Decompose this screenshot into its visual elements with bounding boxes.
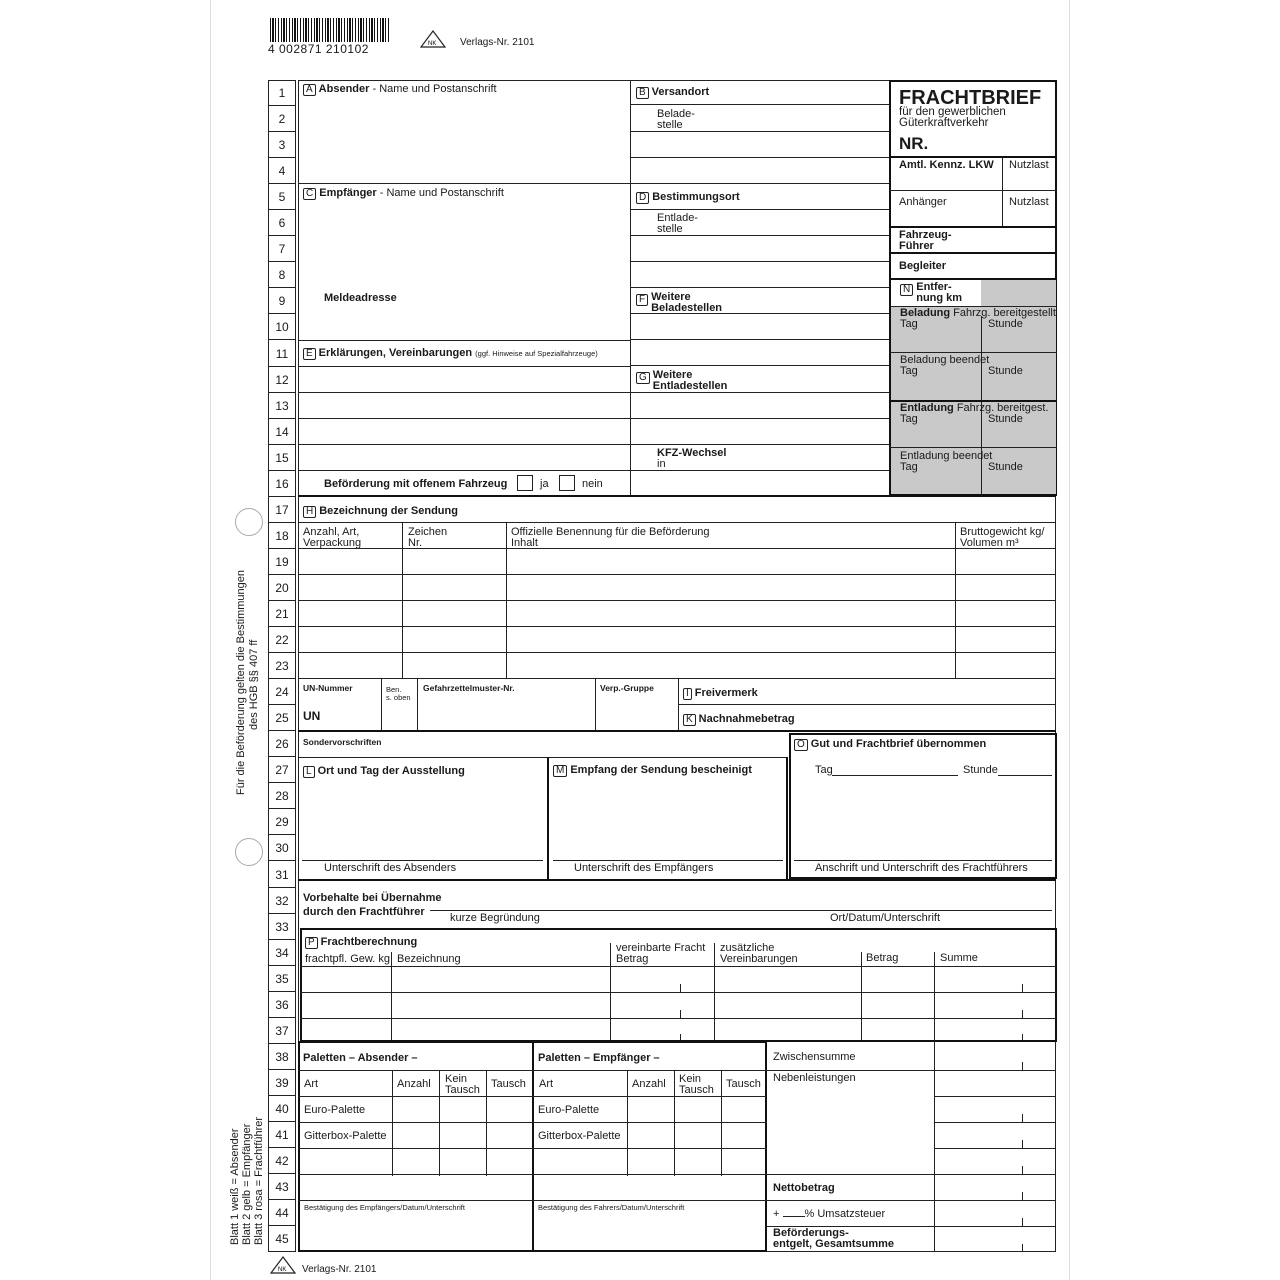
ort-datum-unterschrift-label: Ort/Datum/Unterschrift: [830, 912, 941, 924]
entladung-bereitgestellt-label: Entladung Fahrzg. bereitgest.: [900, 402, 1049, 414]
beladung-bereitgestellt-label: Beladung Fahrzg. bereitgestellt: [900, 307, 1056, 319]
row-number: 2: [268, 106, 296, 132]
pal-emp-gitter: Gitterbox-Palette: [538, 1130, 621, 1142]
footer-publisher-number: Verlags-Nr. 2101: [302, 1264, 377, 1275]
uebernahme-tag-label: Tag: [815, 764, 833, 776]
un-nummer-label: UN-Nummer: [303, 683, 353, 693]
pal-abs-tausch-header: Tausch: [491, 1078, 526, 1090]
zeichen-nr-header: Zeichen Nr.: [408, 526, 448, 549]
gray-time-area: [981, 280, 1056, 306]
kurze-begruendung-label: kurze Begründung: [450, 912, 540, 924]
tag-label-4: Tag: [900, 461, 918, 473]
kennzeichen-label: Amtl. Kennz. LKW: [899, 159, 994, 171]
empfaenger-label: C Empfänger - Name und Postanschrift: [303, 188, 504, 200]
tag-label-2: Tag: [900, 365, 918, 377]
row-number: 21: [268, 601, 296, 627]
row-number: 6: [268, 210, 296, 236]
row-number: 3: [268, 132, 296, 158]
freivermerk-label: I Freivermerk: [683, 688, 758, 700]
pal-abs-art-header: Art: [304, 1078, 319, 1090]
legal-note-line1: Für die Beförderung gelten die Bestimmungen: [235, 569, 247, 795]
offenes-fahrzeug-nein-checkbox[interactable]: [559, 475, 575, 491]
entladung-beendet-label: Entladung beendet: [900, 450, 993, 462]
absender-label: A Absender - Name und Postanschrift: [303, 84, 497, 96]
row-number: 30: [268, 835, 296, 861]
begleiter-label: Begleiter: [899, 260, 947, 272]
unterschrift-absender-label: Unterschrift des Absenders: [324, 862, 457, 874]
weitere-beladestellen-label: F Weitere Beladestellen: [636, 292, 722, 314]
tag-label-3: Tag: [900, 413, 918, 425]
unterschrift-empfaenger-label: Unterschrift des Empfängers: [574, 862, 714, 874]
stunde-label-2: Stunde: [988, 365, 1023, 377]
row-number: 14: [268, 419, 296, 445]
nr-label: NR.: [899, 134, 929, 153]
anzahl-art-header: Anzahl, Art, Verpackung: [303, 526, 362, 549]
offenes-fahrzeug-label: Beförderung mit offenem Fahrzeug: [324, 478, 508, 490]
beladestelle-label: Belade- stelle: [657, 108, 695, 131]
pal-abs-bestaetigung: Bestätigung des Empfängers/Datum/Unterschrift: [304, 1203, 465, 1212]
zwischensumme-label: Zwischensumme: [773, 1051, 856, 1063]
blatt3-note: Blatt 3 rosa = Frachtführer: [253, 1116, 265, 1245]
row-number: 7: [268, 236, 296, 262]
row-number: 29: [268, 809, 296, 835]
row-number: 39: [268, 1070, 296, 1096]
benennung-oben-label: Ben. s. oben: [386, 685, 411, 702]
pal-abs-gitter: Gitterbox-Palette: [304, 1130, 387, 1142]
offenes-fahrzeug-ja-checkbox[interactable]: [517, 475, 533, 491]
row-number: 44: [268, 1200, 296, 1226]
empfaenger-field[interactable]: [300, 202, 628, 286]
row-number: 8: [268, 262, 296, 288]
row-number: 31: [268, 862, 296, 888]
bruttogewicht-header: Bruttogewicht kg/ Volumen m³: [960, 526, 1045, 549]
uebernahme-stunde-label: Stunde: [963, 764, 998, 776]
ausstellung-label: L Ort und Tag der Ausstellung: [303, 766, 465, 778]
nettobetrag-label: Nettobetrag: [773, 1182, 835, 1194]
row-number: 42: [268, 1148, 296, 1174]
barcode: [270, 18, 390, 42]
vereinbarte-fracht-header: vereinbarte Fracht Betrag: [616, 942, 706, 965]
row-number: 35: [268, 966, 296, 992]
paletten-empfaenger-title: Paletten – Empfänger –: [538, 1052, 660, 1064]
un-prefix: UN: [303, 709, 321, 723]
tag-label-1: Tag: [900, 318, 918, 330]
empfang-bescheinigt-label: M Empfang der Sendung bescheinigt: [553, 765, 752, 777]
pal-abs-anzahl-header: Anzahl: [397, 1078, 431, 1090]
pal-emp-anzahl-header: Anzahl: [632, 1078, 666, 1090]
row-number: 34: [268, 940, 296, 966]
pal-emp-art-header: Art: [539, 1078, 554, 1090]
frachtberechnung-label: P Frachtberechnung: [305, 937, 417, 949]
frachtpfl-gewicht-header: frachtpfl. Gew. kg: [305, 953, 390, 965]
row-number: 38: [268, 1044, 296, 1070]
punch-hole-bottom: [235, 838, 263, 866]
paletten-absender-title: Paletten – Absender –: [303, 1052, 418, 1064]
ja-label: ja: [540, 478, 549, 490]
row-number: 27: [268, 757, 296, 783]
row-number: 32: [268, 888, 296, 914]
absender-field[interactable]: [300, 98, 628, 182]
row-number: 28: [268, 783, 296, 809]
zusaetzliche-vereinbarungen-header: zusätzliche Vereinbarungen: [720, 942, 798, 965]
entfernung-label: N Entfer- nung km: [900, 282, 962, 304]
pal-emp-bestaetigung: Bestätigung des Fahrers/Datum/Unterschrift: [538, 1203, 685, 1212]
befoerderungsentgelt-label: Beförderungs- entgelt, Gesamtsumme: [773, 1227, 895, 1250]
gefahrzettel-label: Gefahrzettelmuster-Nr.: [423, 683, 515, 693]
row-number: 36: [268, 992, 296, 1018]
row-number: 9: [268, 288, 296, 314]
footer-logo-icon: [270, 1256, 296, 1279]
row-number: 1: [268, 80, 296, 106]
row-number: 17: [268, 497, 296, 523]
row-number: 11: [268, 341, 296, 367]
row-number: 15: [268, 445, 296, 471]
row-number: 22: [268, 627, 296, 653]
pal-emp-keintausch-header: Kein Tausch: [679, 1073, 714, 1096]
row-number: 25: [268, 705, 296, 731]
meldeadresse-label: Meldeadresse: [324, 292, 397, 304]
row-number: 23: [268, 653, 296, 679]
publisher-logo-icon: [420, 30, 446, 53]
anschrift-frachtfuehrer-label: Anschrift und Unterschrift des Frachtführers: [815, 862, 1028, 874]
barcode-number: 4 002871 210102: [268, 42, 369, 56]
row-number: 5: [268, 184, 296, 210]
bezeichnung-header: Bezeichnung: [397, 953, 461, 965]
blatt2-note: Blatt 2 gelb = Empfänger: [241, 1123, 253, 1245]
nebenleistungen-label: Nebenleistungen: [773, 1072, 856, 1084]
vorbehalte-label: Vorbehalte bei Übernahme durch den Frachtführer: [303, 892, 442, 918]
form-title: FRACHTBRIEF: [899, 87, 1042, 109]
pal-emp-tausch-header: Tausch: [726, 1078, 761, 1090]
svg-text:NK: NK: [428, 41, 437, 47]
row-number: 43: [268, 1174, 296, 1200]
entladestelle-label: Entlade- stelle: [657, 212, 698, 235]
beladung-beendet-label: Beladung beendet: [900, 354, 990, 366]
nutzlast-anhaenger-label: Nutzlast: [1009, 196, 1049, 208]
row-number: 13: [268, 393, 296, 419]
anhaenger-label: Anhänger: [899, 196, 947, 208]
blatt1-note: Blatt 1 weiß = Absender: [229, 1128, 241, 1245]
frachtbrief-nr-field[interactable]: [930, 133, 1050, 155]
stunde-label-1: Stunde: [988, 318, 1023, 330]
punch-hole-top: [235, 508, 263, 536]
bezeichnung-sendung-label: H Bezeichnung der Sendung: [303, 506, 458, 518]
stunde-label-3: Stunde: [988, 413, 1023, 425]
gut-uebernommen-label: O Gut und Frachtbrief übernommen: [794, 739, 986, 751]
bestimmungsort-label: D Bestimmungsort: [636, 192, 740, 204]
row-number: 12: [268, 367, 296, 393]
betrag-header: Betrag: [866, 952, 899, 964]
pal-abs-keintausch-header: Kein Tausch: [445, 1073, 480, 1096]
publisher-number: Verlags-Nr. 2101: [460, 37, 535, 48]
summe-header: Summe: [940, 952, 978, 964]
row-number: 45: [268, 1226, 296, 1252]
row-number: 19: [268, 549, 296, 575]
pal-abs-euro: Euro-Palette: [304, 1104, 366, 1116]
row-number: 4: [268, 158, 296, 184]
row-number: 24: [268, 679, 296, 705]
row-number: 18: [268, 523, 296, 549]
weitere-entladestellen-label: G Weitere Entladestellen: [636, 370, 727, 392]
row-number: 10: [268, 314, 296, 340]
erklaerungen-label: E Erklärungen, Vereinbarungen (ggf. Hinweise auf Spezialfahrzeuge): [303, 348, 598, 360]
row-number: 41: [268, 1122, 296, 1148]
legal-note-line2: des HGB §§ 407 ff: [248, 639, 260, 730]
benennung-header: Offizielle Benennung für die Beförderung Inhalt: [511, 526, 710, 549]
fahrzeugfuehrer-label: Fahrzeug- Führer: [899, 229, 952, 252]
nutzlast-lkw-label: Nutzlast: [1009, 159, 1049, 171]
row-number: 33: [268, 914, 296, 940]
nachnahmebetrag-label: K Nachnahmebetrag: [683, 714, 795, 726]
pal-emp-euro: Euro-Palette: [538, 1104, 600, 1116]
umsatzsteuer-label: + % Umsatzsteuer: [773, 1208, 886, 1220]
nein-label: nein: [582, 478, 603, 490]
svg-text:NK: NK: [278, 1267, 287, 1273]
sondervorschriften-label: Sondervorschriften: [303, 737, 382, 747]
kfz-wechsel-label: KFZ-Wechsel in: [657, 447, 727, 470]
form-subtitle-1: für den gewerblichen: [899, 106, 1006, 118]
row-number: 37: [268, 1018, 296, 1044]
versandort-label: B Versandort: [636, 87, 709, 99]
stunde-label-4: Stunde: [988, 461, 1023, 473]
row-number: 16: [268, 471, 296, 497]
uebernahme-box: [789, 733, 1057, 879]
row-number: 26: [268, 731, 296, 757]
row-number: 40: [268, 1096, 296, 1122]
verpackungsgruppe-label: Verp.-Gruppe: [600, 683, 654, 693]
form-subtitle-2: Güterkraftverkehr: [899, 117, 989, 129]
row-number: 20: [268, 575, 296, 601]
